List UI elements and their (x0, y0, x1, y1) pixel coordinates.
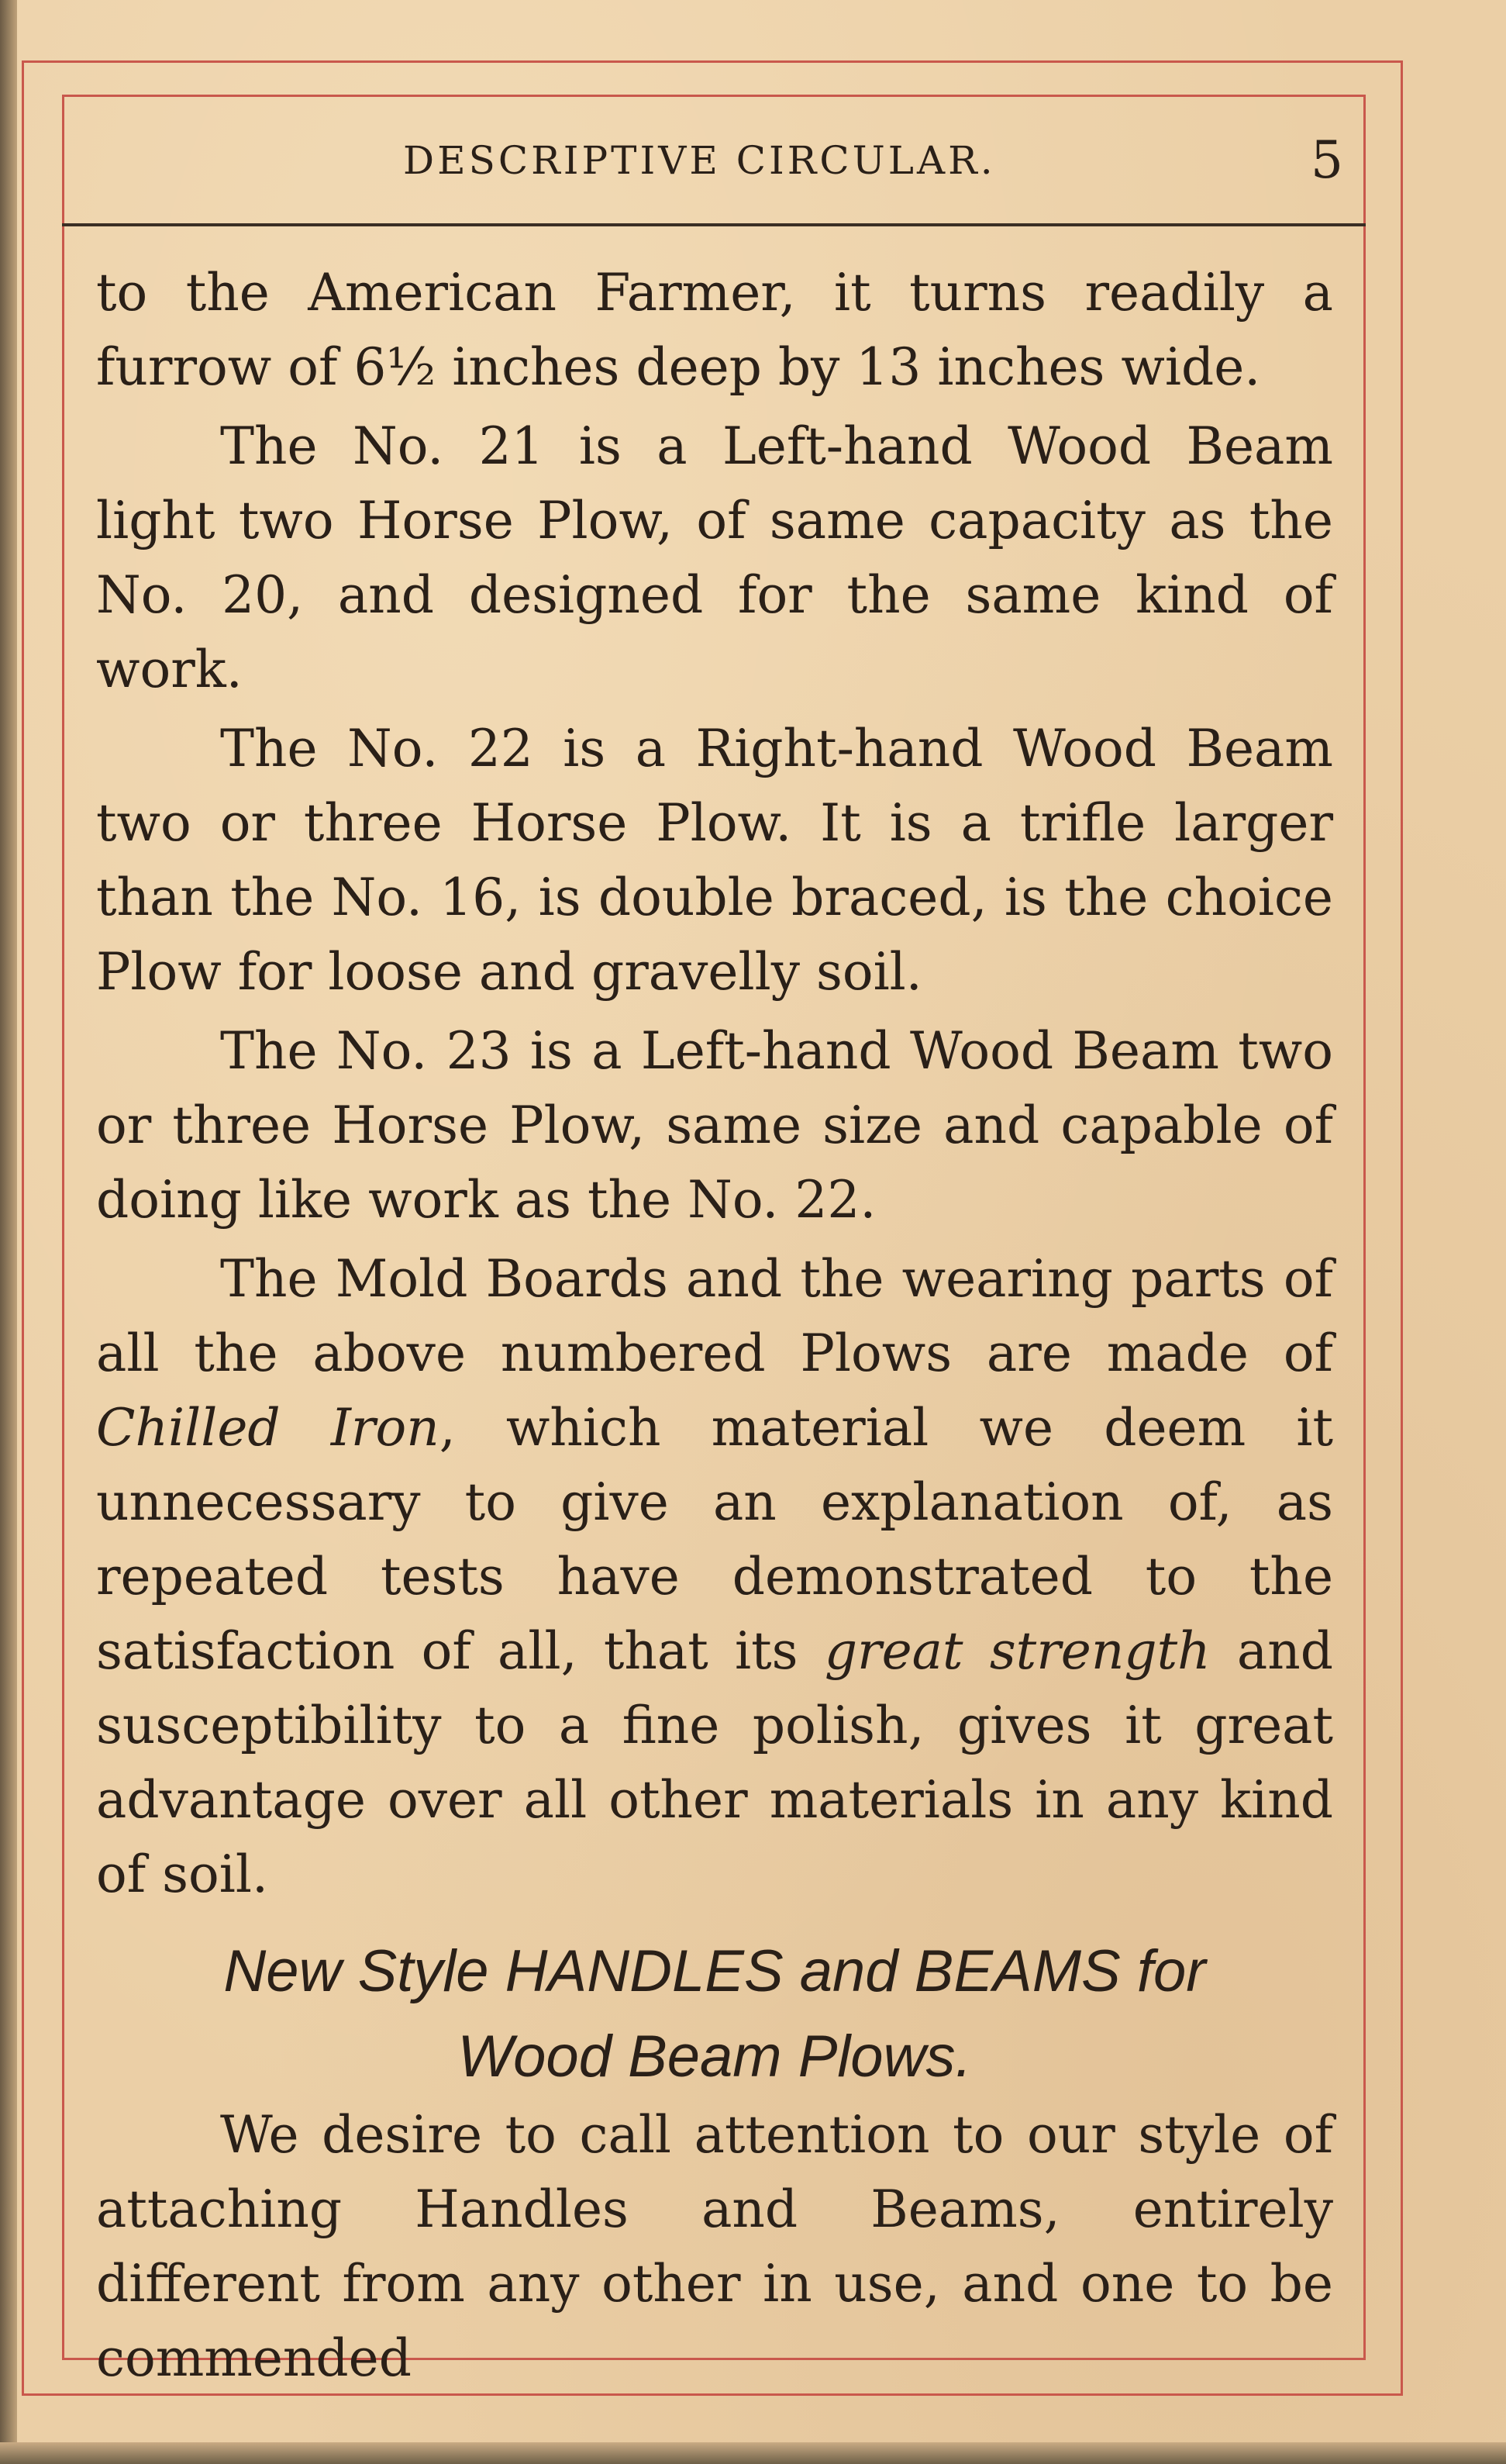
section-body-text (96, 2098, 1333, 2396)
section-heading-line-2: Wood Beam Plows. (457, 2024, 972, 2090)
section-heading-line-1: New Style HANDLES and BEAMS for (223, 1938, 1206, 2004)
page-number: 5 (1311, 130, 1343, 190)
header-rule (62, 223, 1366, 226)
binding-edge (0, 0, 17, 2464)
paragraph-no-21: The No. 21 is a Left-hand Wood Beam light two Horse Plow, of same capacity as the No. 20, and designed for the same kind of work. (96, 416, 1333, 699)
mold-text-start: The Mold Boards and the wearing parts of all the above numbered Plows are made of (96, 1249, 1333, 1383)
emphasis-great-strength: great strength (824, 1621, 1211, 1681)
paragraph-no-23: The No. 23 is a Left-hand Wood Beam two or three Horse Plow, same size and capable of doing like work as the No. 22. (96, 1021, 1333, 1230)
paragraph-continued: to the American Farmer, it turns readily a furrow of 6½ inches deep by 13 inches wide. (96, 263, 1333, 397)
body-text (96, 256, 1333, 1912)
paragraph-handles-beams: We desire to call attention to our style of attaching Handles and Beams, entirely different from any other in use, and one to be commended (96, 2105, 1333, 2388)
section-heading (96, 1929, 1333, 2100)
mold-text-end: and susceptibility to a fine polish, gives it great advantage over all other materials in any kind of soil. (96, 1621, 1333, 1904)
mold-text-middle: , which material we deem it unnecessary to give an explanation of, as repeated tests have demonstrated to the satisfaction of all, that its (96, 1398, 1334, 1681)
paragraph-mold-boards (96, 1242, 1333, 1912)
paragraph-no-22: The No. 22 is a Right-hand Wood Beam two or three Horse Plow. It is a trifle larger than the No. 16, is double braced, is the choice Plow for loose and gravelly soil. (96, 719, 1333, 1002)
running-title: DESCRIPTIVE CIRCULAR. (403, 138, 996, 183)
page-bottom-edge (0, 2442, 1506, 2464)
emphasis-chilled-iron: Chilled Iron (96, 1398, 439, 1458)
